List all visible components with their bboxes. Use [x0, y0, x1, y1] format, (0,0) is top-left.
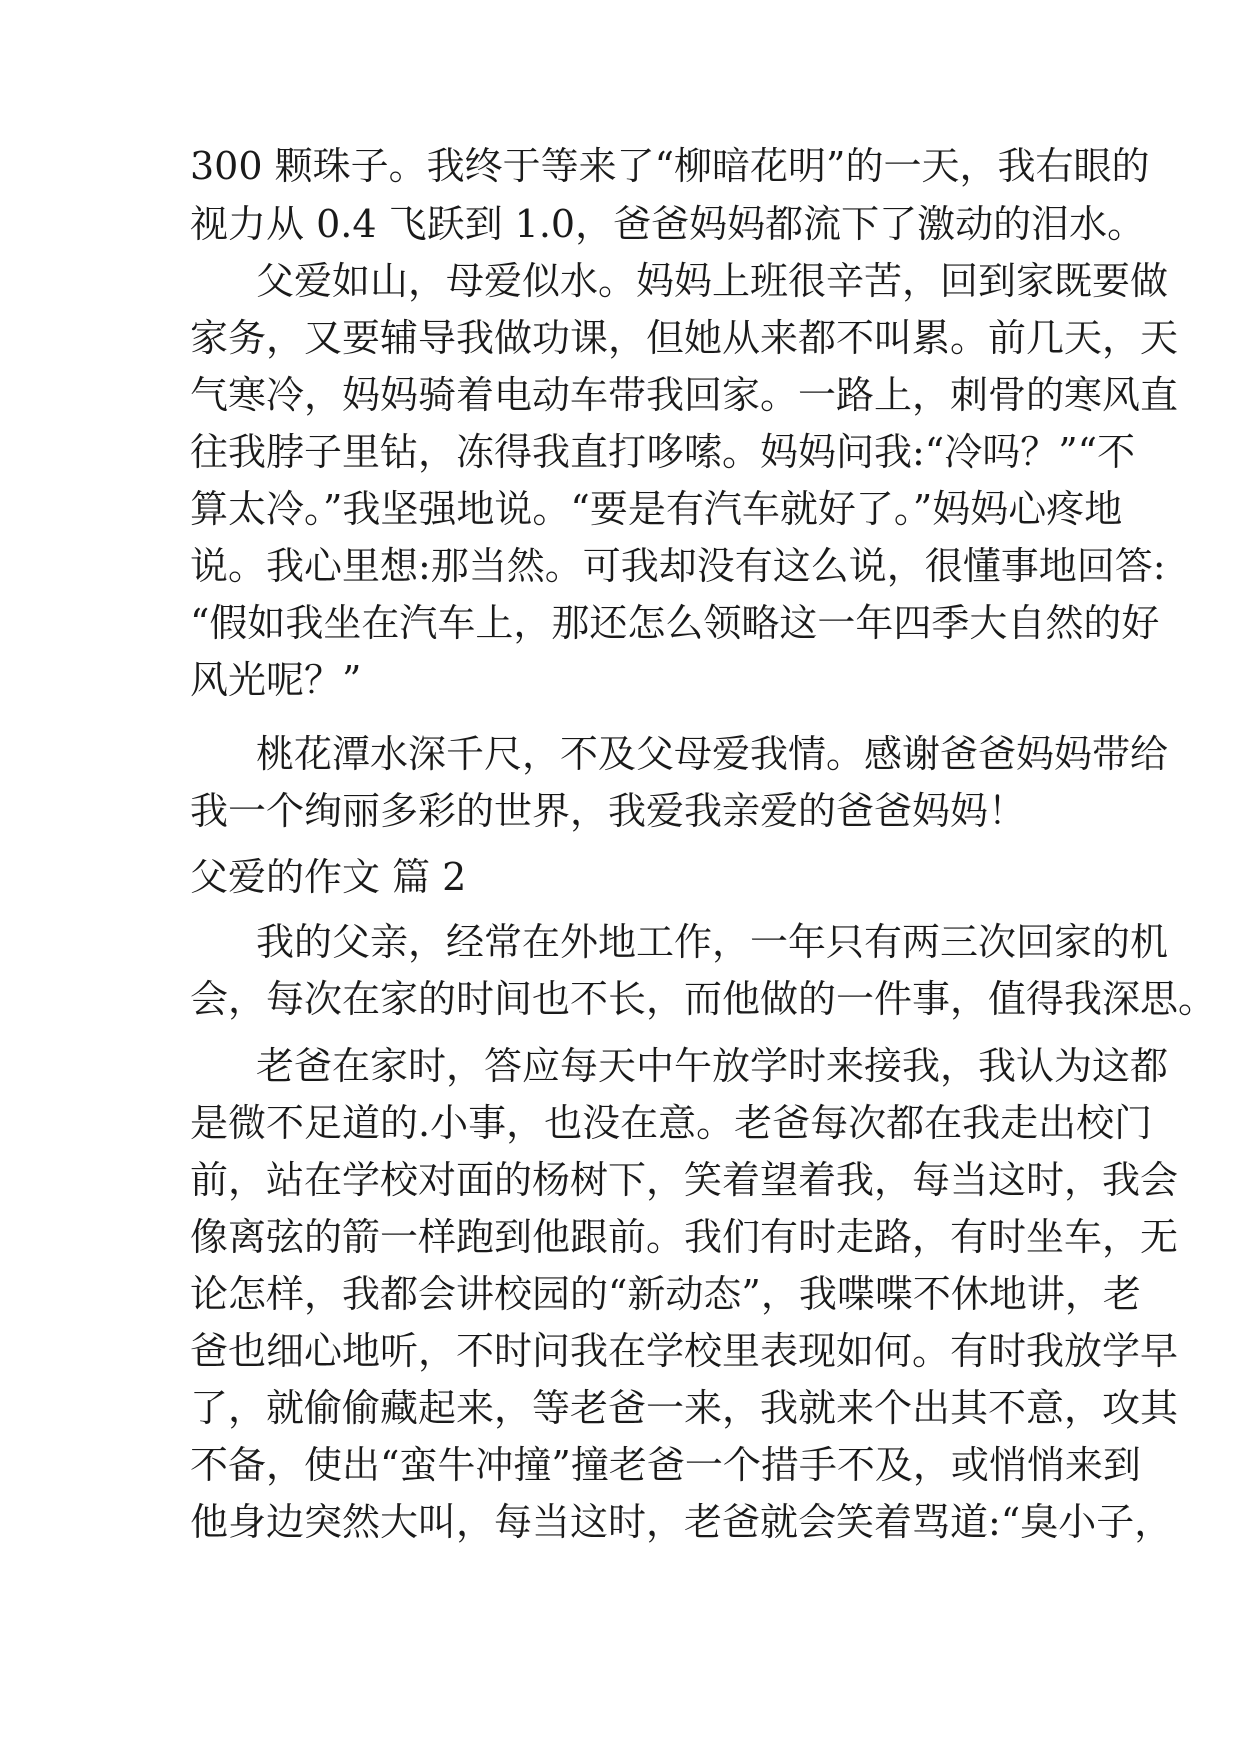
text-line: 父爱如山，母爱似水。妈妈上班很辛苦，回到家既要做	[256, 259, 1169, 303]
text-line: 300 颗珠子。我终于等来了“柳暗花明”的一天，我右眼的	[190, 144, 1150, 188]
text-line: 往我脖子里钻，冻得我直打哆嗦。妈妈问我:“冷吗？”“不	[190, 430, 1136, 474]
text-line: 是微不足道的.小事，也没在意。老爸每次都在我走出校门	[190, 1101, 1153, 1145]
text-line: 老爸在家时，答应每天中午放学时来接我，我认为这都	[256, 1044, 1169, 1088]
text-line: 会，每次在家的时间也不长，而他做的一件事，值得我深思。	[190, 977, 1217, 1021]
text-line: 不备，使出“蛮牛冲撞”撞老爸一个措手不及，或悄悄来到	[190, 1443, 1141, 1487]
text-line: 我一个绚丽多彩的世界，我爱我亲爱的爸爸妈妈！	[190, 789, 1027, 833]
text-line: 算太冷。”我坚强地说。“要是有汽车就好了。”妈妈心疼地	[190, 487, 1123, 531]
text-line: 气寒冷，妈妈骑着电动车带我回家。一路上，刺骨的寒风直	[190, 373, 1179, 417]
text-line: 像离弦的箭一样跑到他跟前。我们有时走路，有时坐车，无	[190, 1215, 1179, 1259]
text-line: 桃花潭水深千尺，不及父母爱我情。感谢爸爸妈妈带给	[256, 732, 1169, 776]
text-line: 他身边突然大叫，每当这时，老爸就会笑着骂道:“臭小子，	[190, 1500, 1173, 1544]
text-line: “假如我坐在汽车上，那还怎么领略这一年四季大自然的好	[190, 601, 1160, 645]
text-line: 家务，又要辅导我做功课，但她从来都不叫累。前几天，天	[190, 316, 1179, 360]
text-line: 了，就偷偷藏起来，等老爸一来，我就来个出其不意，攻其	[190, 1386, 1179, 1430]
text-line: 风光呢？”	[190, 658, 362, 702]
text-line: 视力从 0.4 飞跃到 1.0，爸爸妈妈都流下了激动的泪水。	[190, 202, 1146, 246]
text-line: 说。我心里想:那当然。可我却没有这么说，很懂事地回答:	[190, 544, 1166, 588]
text-line: 爸也细心地听，不时问我在学校里表现如何。有时我放学早	[190, 1329, 1179, 1373]
text-line: 我的父亲，经常在外地工作，一年只有两三次回家的机	[256, 920, 1169, 964]
text-line: 前，站在学校对面的杨树下，笑着望着我，每当这时，我会	[190, 1158, 1179, 1202]
heading-text: 父爱的作文 篇 2	[190, 855, 467, 899]
text-line: 论怎样，我都会讲校园的“新动态”，我喋喋不休地讲，老	[190, 1272, 1141, 1316]
